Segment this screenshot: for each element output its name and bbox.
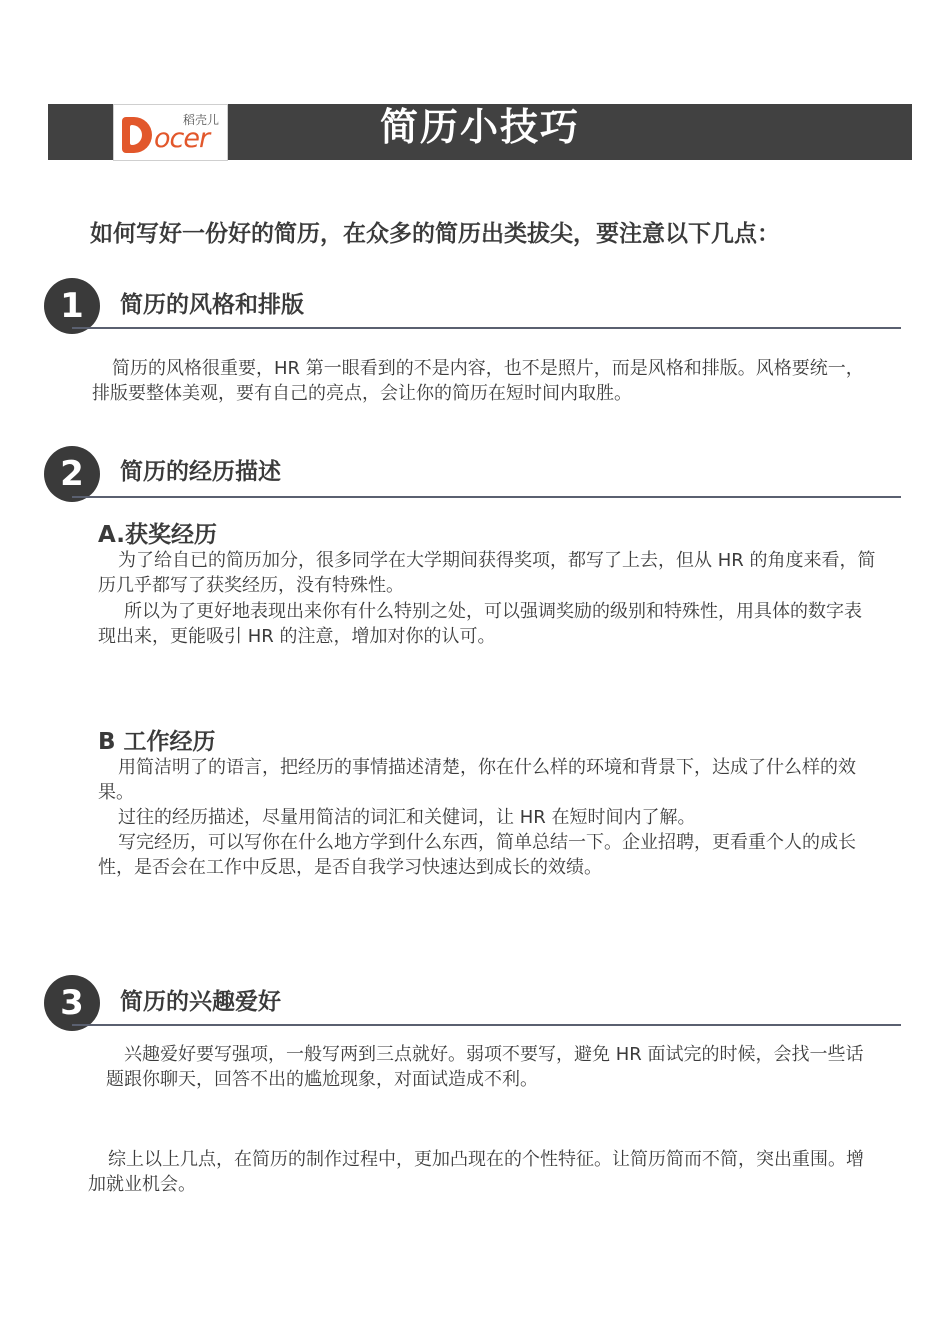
- subsection-b-paragraph-2: 过往的经历描述，尽量用简洁的词汇和关健词，让 HR 在短时间内了解。: [118, 807, 696, 828]
- subsection-a-title: A.获奖经历: [98, 522, 217, 548]
- section-3-paragraph: 兴趣爱好要写强项，一般写两到三点就好。弱项不要写，避免 HR 面试完的时候，会找一些话题跟你聊天，回答不出的尴尬现象，对面试造成不利。: [106, 1044, 864, 1090]
- section-2-number: 2: [44, 446, 100, 502]
- section-2-title: 简历的经历描述: [120, 459, 281, 485]
- section-1-title: 简历的风格和排版: [120, 292, 304, 318]
- section-3-title: 简历的兴趣爱好: [120, 989, 281, 1015]
- subsection-a-paragraph-1: 为了给自已的简历加分，很多同学在大学期间获得奖项，都写了上去，但从 HR 的角度来看，简历几乎都写了获奖经历，没有特殊性。: [98, 550, 876, 596]
- section-1-divider: [72, 327, 901, 329]
- subsection-b-paragraph-1: 用简洁明了的语言，把经历的事情描述清楚，你在什么样的环境和背景下，达成了什么样的效果。: [98, 757, 856, 803]
- logo-text: ocer: [154, 123, 210, 154]
- conclusion-paragraph: 综上以上几点，在简历的制作过程中，更加凸现在的个性特征。让简历简而不简，突出重围。增加就业机会。: [88, 1149, 864, 1195]
- intro-heading: 如何写好一份好的简历，在众多的简历出类拔尖，要注意以下几点：: [90, 221, 780, 247]
- docer-logo: [113, 104, 228, 161]
- section-1-number: 1: [44, 278, 100, 334]
- subsection-b-paragraph-3: 写完经历，可以写你在什么地方学到什么东西，简单总结一下。企业招聘，更看重个人的成长性，是否会在工作中反思，是否自我学习快速达到成长的效绩。: [98, 832, 856, 878]
- section-2-divider: [72, 496, 901, 498]
- logo-chinese-text: 稻壳儿: [182, 113, 219, 127]
- section-3-number: 3: [44, 975, 100, 1031]
- section-3-divider: [72, 1024, 901, 1026]
- subsection-a-paragraph-2: 所以为了更好地表现出来你有什么特别之处，可以强调奖励的级别和特殊性，用具体的数字表现出来，更能吸引 HR 的注意，增加对你的认可。: [98, 601, 862, 647]
- logo-d-icon: [122, 117, 152, 153]
- subsection-b-title: B 工作经历: [98, 729, 216, 755]
- section-1-paragraph: 简历的风格很重要，HR 第一眼看到的不是内容，也不是照片，而是风格和排版。风格要统一，排版要整体美观，要有自己的亮点，会让你的简历在短时间内取胜。: [92, 358, 864, 404]
- page-title: 简历小技巧: [379, 105, 580, 149]
